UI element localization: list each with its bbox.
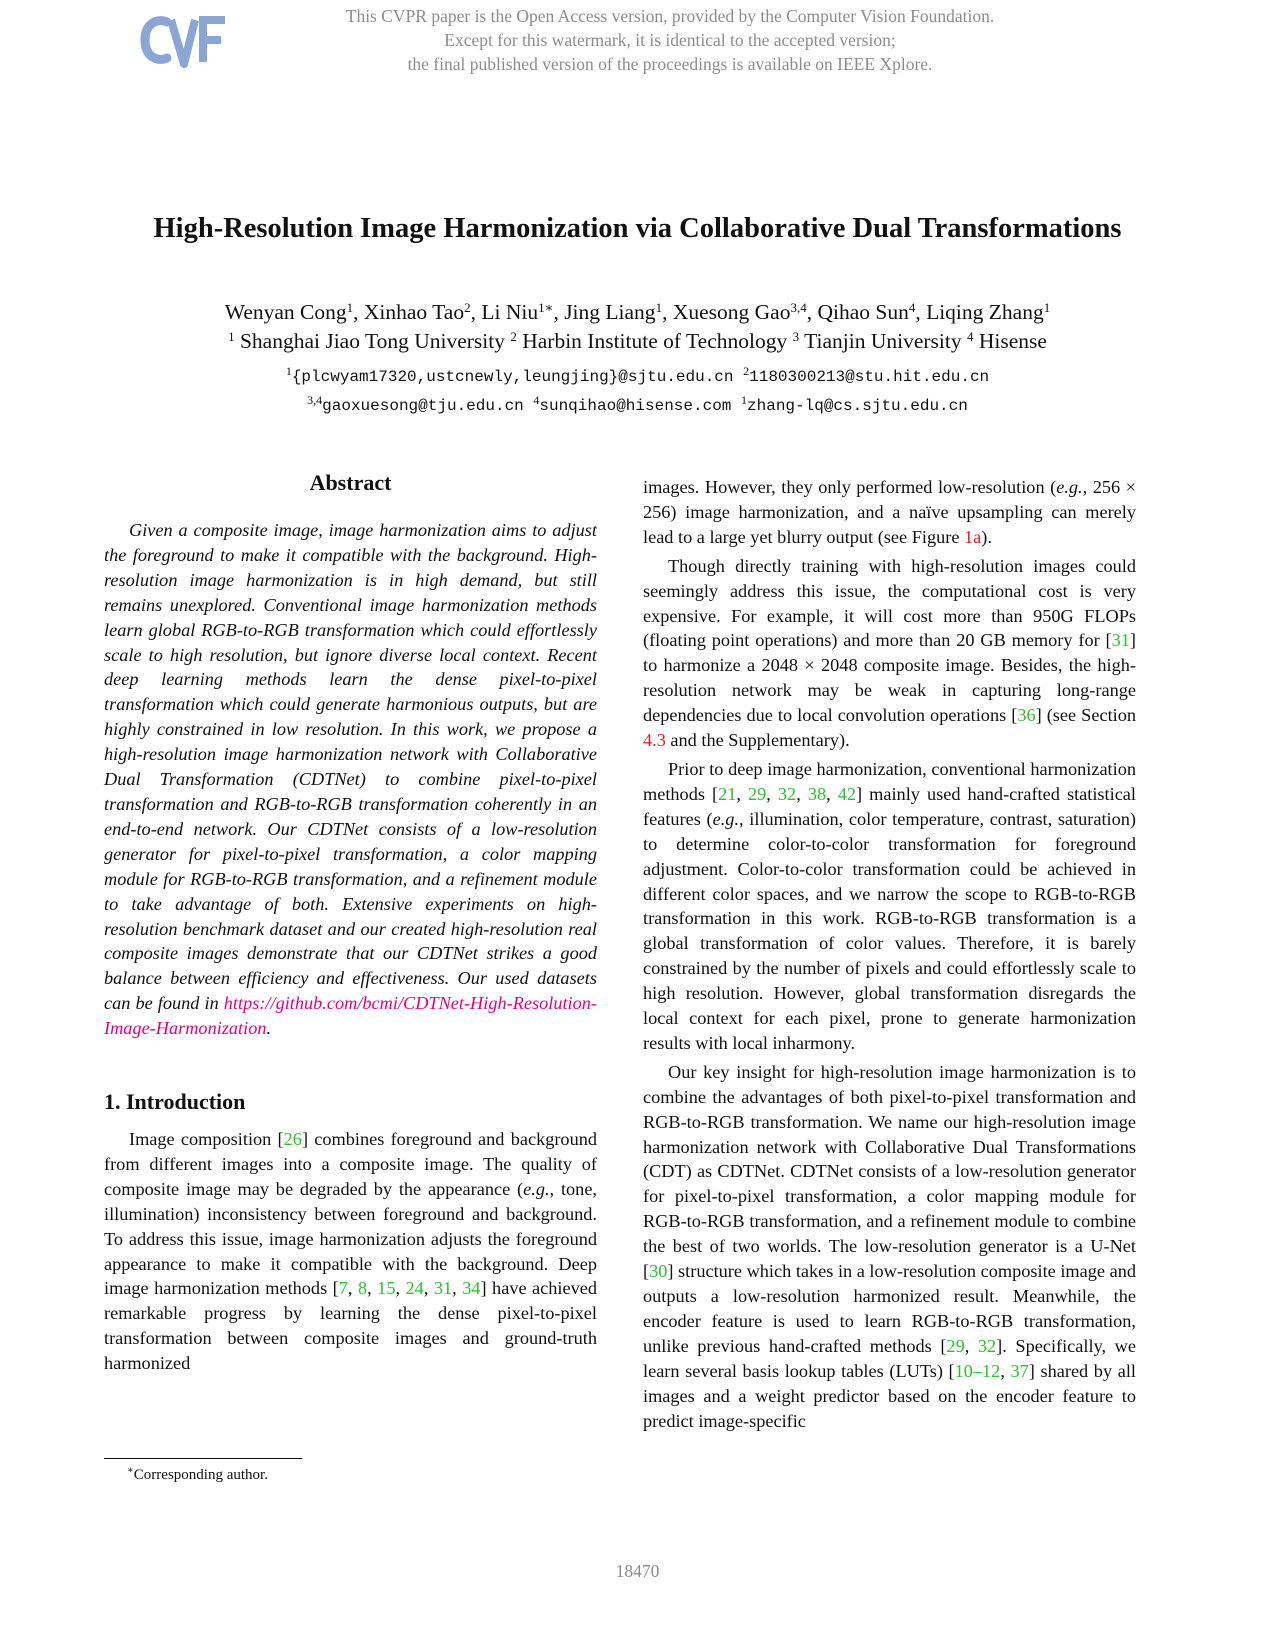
text-run: ] (see Section	[1035, 705, 1137, 726]
text-run: ]. Specifically, we learn several basis lookup tables (LUTs) [	[643, 1335, 1137, 1381]
footnote-rule	[104, 1458, 302, 1459]
section-heading-introduction: 1. Introduction	[104, 1089, 246, 1115]
text-run: ] to harmonize a 2048 × 2048 composite image. Besides, the high-resolution network may be weak in capturing long-range dependencies due to local convolution operations [	[643, 630, 1136, 726]
author-affiliation-mark: 1	[655, 300, 663, 315]
intro-paragraph	[643, 475, 1136, 550]
intro-paragraph: Image composition [26] combines foreground and background from different images into a composite image. The quality of composite image may be degraded by the appearance (e.g., tone, illumination) inconsistency between foreground and background. To address this issue, image harmonization adjusts the foreground appearance to make it compatible with the background. Deep image harmonization methods [7, 8, 15, 24, 31, 34] have achieved remarkable progress by learning the dense pixel-to-pixel transformation between composite images and ground-truth harmonized	[104, 1129, 598, 1374]
author-name: , Li Niu	[470, 300, 539, 324]
citation-link[interactable]: 26	[283, 1129, 302, 1150]
citation-link[interactable]: 38	[807, 783, 827, 804]
watermark-line: the final published version of the proceedings is available on IEEE Xplore.	[407, 54, 933, 74]
text-run: Prior to deep image harmonization, conventional harmonization methods [	[643, 758, 1136, 804]
author-name: , Liqing Zhang	[915, 300, 1044, 324]
figure-ref-link[interactable]: 1a	[964, 526, 982, 547]
author-name: Wenyan Cong	[224, 300, 347, 324]
citation-link[interactable]: 31	[433, 1278, 453, 1299]
text-run: Though directly training with high-resolution images could seemingly address this issue, the computational cost is very expensive. For example, it will cost more than 950G FLOPs (floating point operations) and more than 20 GB memory for [	[643, 555, 1136, 651]
author-name: , Jing Liang	[553, 300, 656, 324]
email-mark: 2	[743, 364, 750, 378]
email-mark: 1	[741, 393, 748, 407]
author-affiliation-mark: 3,4	[790, 300, 807, 315]
citation-link[interactable]: 42	[837, 783, 856, 804]
affiliation: Hisense	[973, 329, 1047, 353]
author-block	[60, 298, 1215, 356]
page-number: 18470	[615, 1561, 660, 1581]
email-address: {plcwyam17320,ustcnewly,leungjing}@sjtu.edu.cn	[291, 368, 744, 386]
text-run: ] shared by all images and a weight predictor based on the encoder feature to predict image-specific	[643, 1360, 1136, 1431]
email-address: zhang-lq@cs.sjtu.edu.cn	[747, 397, 968, 415]
text-run: ] structure which takes in a low-resolution composite image and outputs a low-resolution harmonized result. Meanwhile, the encoder feature is used to learn RGB-to-RGB transformation, unlike previous hand-crafted methods [	[643, 1261, 1136, 1356]
eg-abbrev: e.g.	[523, 1178, 550, 1199]
affiliation: Harbin Institute of Technology	[516, 329, 793, 353]
citation-link[interactable]: 32	[777, 783, 797, 804]
email-mark: 4	[533, 393, 540, 407]
email-mark: 1	[285, 364, 292, 378]
intro-paragraph: Prior to deep image harmonization, conventional harmonization methods [21, 29, 32, 38, 42] mainly used hand-crafted statistical features (e.g., illumination, color temperature, contrast, saturation) to determine color-to-color transformation for foreground adjustment. Color-to-color transformation could be achieved in different color spaces, and we narrow the scope to RGB-to-RGB transformation in this work. RGB-to-RGB transformation is a global transformation of color values. Therefore, it is barely constrained by the number of pixels and could effortlessly scale to high resolution. However, global transformation disregards the local context for each pixel, prone to generate harmonization results with local inharmony.	[643, 758, 1136, 1053]
email-address: gaoxuesong@tju.edu.cn	[322, 397, 534, 415]
footnote-mark: ∗	[127, 1465, 134, 1476]
email-line	[60, 363, 1215, 392]
email-mark: 3,4	[307, 393, 323, 407]
watermark-line: This CVPR paper is the Open Access version, provided by the Computer Vision Foundation.	[345, 6, 995, 26]
abstract-end: .	[266, 1018, 272, 1039]
citation-link[interactable]: 7	[338, 1278, 348, 1299]
open-access-watermark	[280, 4, 1060, 76]
citation-link[interactable]: 36	[1017, 705, 1036, 726]
text-run: , illumination, color temperature, contrast, saturation) to determine color-to-color transformation for foreground adjustment. Color-to-color transformation could be achieved in different color spaces, and we narrow the scope to RGB-to-RGB transformation in this work. RGB-to-RGB transformation is a global transformation of color values. Therefore, it is barely constrained by the number of pixels and could effortlessly scale to high resolution. However, global transformation disregards the local context for each pixel, prone to generate harmonization results with local inharmony.	[643, 808, 1136, 1053]
text-run: , 256 × 256) image harmonization, and a naïve upsampling can merely lead to a large yet blurry output (see Figure	[643, 477, 1136, 547]
abstract-heading: Abstract	[309, 470, 392, 495]
text-run: , tone, illumination) inconsistency between foreground and background. To address this issue, image harmonization adjusts the foreground appearance to make it compatible with the background. Deep image harmonization methods [	[104, 1178, 597, 1299]
cvf-logo	[137, 10, 233, 72]
citation-link[interactable]: 10	[954, 1360, 973, 1381]
citation-link[interactable]: 30	[649, 1261, 668, 1282]
email-line	[60, 392, 1215, 421]
text-run: ] have achieved remarkable progress by learning the dense pixel-to-pixel transformation between composite images and ground-truth harmonized	[104, 1278, 598, 1374]
intro-paragraph: Our key insight for high-resolution image harmonization is to combine the advantages of both pixel-to-pixel transformation and RGB-to-RGB transformation. We name our high-resolution image harmonization network with Collaborative Dual Transformations (CDT) as CDTNet. CDTNet consists of a low-resolution generator for pixel-to-pixel transformation, a color mapping module for RGB-to-RGB transformation, and a refinement module to combine the best of two worlds. The low-resolution generator is a U-Net [30] structure which takes in a low-resolution composite image and outputs a low-resolution harmonized result. Meanwhile, the encoder feature is used to learn RGB-to-RGB transformation, unlike previous hand-crafted methods [29, 32]. Specifically, we learn several basis lookup tables (LUTs) [10–12, 37] shared by all images and a weight predictor based on the encoder feature to predict image-specific	[643, 1061, 1137, 1431]
author-name: , Xinhao Tao	[353, 300, 465, 324]
citation-link[interactable]: 21	[718, 783, 737, 804]
text-run: and the Supplementary).	[665, 730, 850, 751]
affiliation-mark: 4	[966, 329, 974, 344]
citation-link[interactable]: 15	[377, 1278, 396, 1299]
dataset-link[interactable]: https://github.com/bcmi/CDTNet-High-Resolution-Image-Harmonization	[104, 993, 597, 1039]
citation-link[interactable]: 31	[1111, 630, 1130, 651]
left-column	[104, 470, 597, 1376]
text-run: ] mainly used hand-crafted statistical features (	[643, 783, 1136, 829]
email-block	[60, 363, 1215, 421]
citation-link[interactable]: 29	[946, 1335, 965, 1356]
citation-link[interactable]: 12	[982, 1360, 1001, 1381]
text-run: ).	[981, 526, 992, 547]
citation-link[interactable]: 24	[405, 1278, 424, 1299]
right-column	[643, 475, 1136, 1433]
text-run: Image composition [	[129, 1129, 284, 1150]
citation-link[interactable]: 29	[748, 783, 767, 804]
abstract-text	[104, 518, 597, 1041]
citation-link[interactable]: 37	[1010, 1360, 1029, 1381]
text-run: ] combines foreground and background from different images into a composite image. The quality of composite image may be degraded by the appearance (	[104, 1129, 597, 1199]
section-ref-link[interactable]: 4.3	[643, 730, 666, 751]
affiliation-mark: 3	[792, 329, 800, 344]
eg-abbrev: e.g.	[1056, 477, 1083, 497]
affiliation: Shanghai Jiao Tong University	[234, 329, 511, 353]
abstract-body: Given a composite image, image harmonization aims to adjust the foreground to make it compatible with the background. High-resolution image harmonization is in high demand, but still remains unexplored. Conventional image harmonization methods learn global RGB-to-RGB transformation which could effortlessly scale to high resolution, but ignore diverse local context. Recent deep learning methods learn the dense pixel-to-pixel transformation which could generate harmonious outputs, but are highly constrained in low resolution. In this work, we propose a high-resolution image harmonization network with Collaborative Dual Transformation (CDTNet) to combine pixel-to-pixel transformation and RGB-to-RGB transformation coherently in an end-to-end network. Our CDTNet consists of a low-resolution generator for pixel-to-pixel transformation, a color mapping module for RGB-to-RGB transformation, and a refinement module to take advantage of both. Extensive experiments on high-resolution benchmark dataset and our created high-resolution real composite images demonstrate that our CDTNet strikes a good balance between efficiency and effectiveness. Our used datasets can be found in	[104, 520, 597, 1014]
text-run: images. However, they only performed low-resolution (	[643, 477, 1057, 497]
affiliation-list	[60, 327, 1215, 356]
author-affiliation-mark: 4	[908, 300, 916, 315]
eg-abbrev: e.g.	[712, 808, 740, 829]
citation-link[interactable]: 34	[462, 1278, 481, 1299]
paper-title: High-Resolution Image Harmonization via Collaborative Dual Transformations	[153, 213, 1122, 244]
footnote	[127, 1465, 268, 1484]
email-address: sunqihao@hisense.com	[539, 397, 742, 415]
footnote-text: Corresponding author.	[133, 1467, 268, 1483]
watermark-line: Except for this watermark, it is identical to the accepted version;	[444, 30, 896, 50]
affiliation: Tianjin University	[799, 329, 967, 353]
affiliation-mark: 2	[510, 329, 517, 344]
affiliation-mark: 1	[228, 329, 235, 344]
author-affiliation-mark: 1	[346, 300, 354, 315]
intro-paragraph	[643, 554, 1136, 753]
author-list	[60, 298, 1215, 327]
email-address: 1180300213@stu.hit.edu.cn	[749, 368, 990, 386]
text-run: Our key insight for high-resolution image harmonization is to combine the advantages of both pixel-to-pixel transformation and RGB-to-RGB transformation. We name our high-resolution image harmonization network with Collaborative Dual Transformations (CDT) as CDTNet. CDTNet consists of a low-resolution generator for pixel-to-pixel transformation, a color mapping module for RGB-to-RGB transformation, and a refinement module to combine the best of two worlds. The low-resolution generator is a U-Net [	[643, 1061, 1136, 1282]
citation-link[interactable]: 8	[357, 1278, 368, 1299]
author-name: , Xuesong Gao	[662, 300, 791, 324]
author-affiliation-mark: 2	[464, 300, 471, 315]
author-name: , Qihao Sun	[806, 300, 909, 324]
citation-link[interactable]: 32	[977, 1335, 997, 1356]
author-affiliation-mark: 1	[1043, 300, 1051, 315]
author-affiliation-mark: 1∗	[538, 300, 554, 315]
